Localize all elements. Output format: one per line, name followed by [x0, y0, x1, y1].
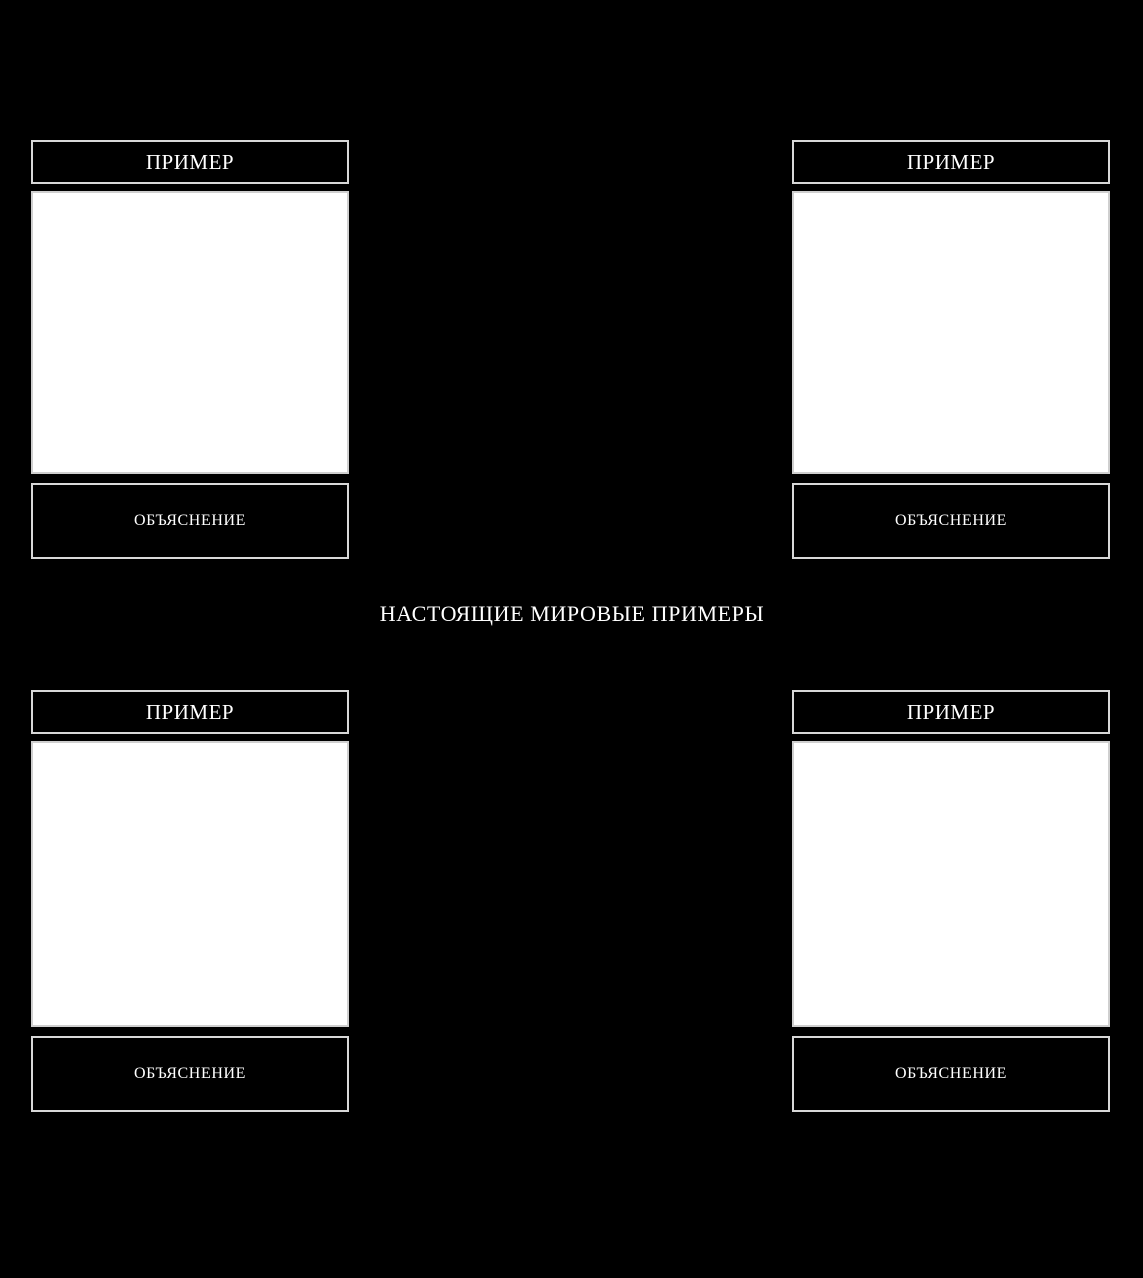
example-card-header: ПРИМЕР — [31, 690, 349, 734]
example-image-placeholder[interactable] — [792, 191, 1110, 474]
example-card-header: ПРИМЕР — [31, 140, 349, 184]
example-card-header: ПРИМЕР — [792, 140, 1110, 184]
example-card-explanation: ОБЪЯСНЕНИЕ — [792, 483, 1110, 559]
example-card-explanation: ОБЪЯСНЕНИЕ — [31, 483, 349, 559]
example-image-placeholder[interactable] — [31, 191, 349, 474]
example-card-header: ПРИМЕР — [792, 690, 1110, 734]
example-card-top-left — [31, 140, 349, 559]
example-image-placeholder[interactable] — [792, 741, 1110, 1027]
example-card-top-right — [792, 140, 1110, 559]
example-card-bottom-left — [31, 690, 349, 1112]
example-image-placeholder[interactable] — [31, 741, 349, 1027]
example-card-bottom-right — [792, 690, 1110, 1112]
example-card-explanation: ОБЪЯСНЕНИЕ — [792, 1036, 1110, 1112]
center-title: НАСТОЯЩИЕ МИРОВЫЕ ПРИМЕРЫ — [379, 601, 765, 626]
example-card-explanation: ОБЪЯСНЕНИЕ — [31, 1036, 349, 1112]
